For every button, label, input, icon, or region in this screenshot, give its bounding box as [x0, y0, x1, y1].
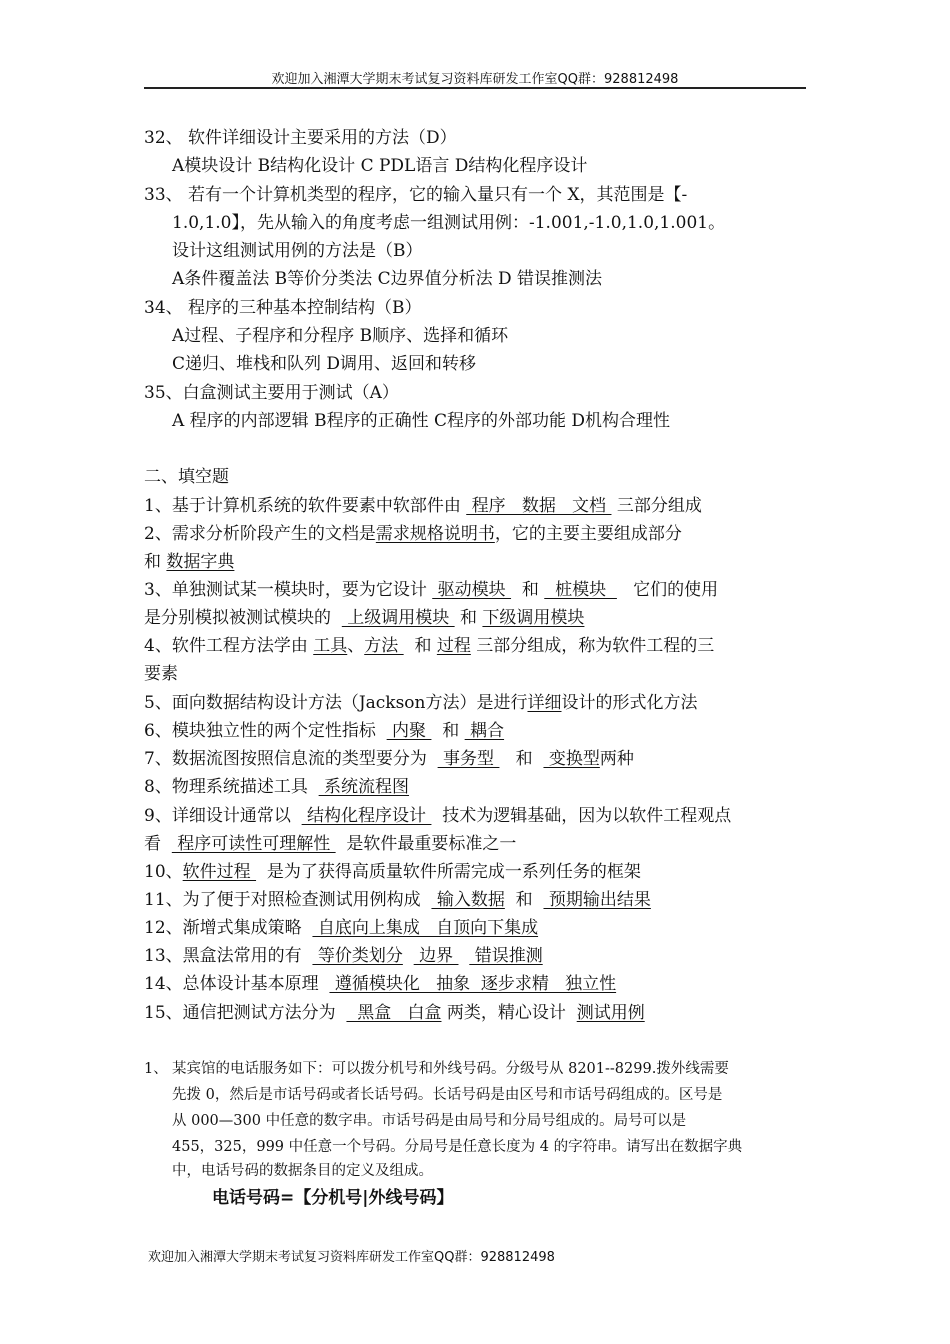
answer: 等价类划分	[312, 946, 403, 966]
fill-item-9-cont	[144, 833, 516, 855]
answer-formula: 电话号码=【分机号|外线号码】	[212, 1188, 454, 1208]
text: 它们的使用	[616, 580, 719, 600]
question-32: 32、 软件详细设计主要采用的方法（D）	[144, 128, 457, 148]
answer: 事务型	[437, 749, 500, 769]
answer: 桩模块	[544, 580, 617, 600]
fill-item-4-cont: 要素	[144, 664, 178, 684]
text: 1、基于计算机系统的软件要素中软部件由	[144, 496, 467, 516]
section-title-fill: 二、填空题	[144, 467, 229, 487]
fill-item-8	[144, 776, 409, 798]
text: 10、	[144, 862, 183, 882]
answer: 程序可读性可理解性	[171, 834, 336, 854]
fill-item-3	[144, 579, 718, 601]
answer: 输入数据	[431, 890, 505, 910]
fill-item-7	[144, 748, 634, 770]
text: 设计的形式化方法	[561, 693, 698, 713]
fill-item-14	[144, 973, 616, 995]
design-question-line5: 中，电话号码的数据条目的定义及组成。	[172, 1163, 433, 1179]
question-35: 35、白盒测试主要用于测试（A）	[144, 383, 399, 403]
answer: 程序 数据 文档	[466, 496, 612, 516]
fill-item-4	[144, 635, 714, 657]
question-35-options: A 程序的内部逻辑 B程序的正确性 C程序的外部功能 D机构合理性	[172, 411, 671, 431]
question-34-options-cd: C递归、堆栈和队列 D调用、返回和转移	[172, 354, 477, 374]
answer: 错误推测	[469, 946, 543, 966]
design-question-line4: 455，325，999 中任意一个号码。分局号是任意长度为 4 的字符串。请写出在数据字典	[172, 1139, 743, 1155]
answer: 预期输出结果	[543, 890, 651, 910]
text: 7、数据流图按照信息流的类型要分为	[144, 749, 438, 769]
text: ，它的主要主要组成部分	[494, 524, 682, 544]
text: 技术为逻辑基础，因为以软件工程观点	[431, 806, 732, 826]
fill-item-11	[144, 889, 651, 911]
answer: 测试用例	[576, 1003, 645, 1023]
text: 和	[431, 721, 465, 741]
design-question-number: 1、	[144, 1061, 168, 1077]
design-question-line1: 某宾馆的电话服务如下：可以拨分机号和外线号码。分级号从 8201--8299.拨外线需要	[172, 1061, 729, 1077]
fill-item-15	[144, 1002, 645, 1024]
text: 和	[144, 552, 167, 572]
fill-item-1	[144, 495, 702, 517]
answer: 详细	[527, 693, 562, 713]
text: 和	[499, 749, 544, 769]
text: 9、详细设计通常以	[144, 806, 302, 826]
text: 是为了获得高质量软件所需完成一系列任务的框架	[256, 862, 641, 882]
text: 是软件最重要标准之一	[335, 834, 517, 854]
fill-item-2	[144, 523, 682, 545]
text: 和	[511, 580, 545, 600]
page-footer: 欢迎加入湘潭大学期末考试复习资料库研发工作室QQ群：928812498	[148, 1250, 555, 1265]
design-question-line3: 从 000—300 中任意的数字串。市话号码是由局号和分局号组成的。局号可以是	[172, 1113, 687, 1129]
question-34: 34、 程序的三种基本控制结构（B）	[144, 298, 422, 318]
text: 看	[144, 834, 172, 854]
text: 两种	[599, 749, 634, 769]
text: 11、为了便于对照检查测试用例构成	[144, 890, 432, 910]
question-34-options-ab: A过程、子程序和分程序 B顺序、选择和循环	[172, 326, 509, 346]
text: 两类，精心设计	[441, 1003, 577, 1023]
text: 和	[403, 636, 437, 656]
question-33-options: A条件覆盖法 B等价分类法 C边界值分析法 D 错误推测法	[172, 269, 603, 289]
answer: 结构化程序设计	[301, 806, 432, 826]
answer: 变换型	[543, 749, 600, 769]
text: 5、面向数据结构设计方法（Jackson方法）是进行	[144, 693, 528, 713]
answer: 边界	[413, 946, 459, 966]
text: 6、模块独立性的两个定性指标	[144, 721, 387, 741]
text: 是分别模拟被测试模块的	[144, 608, 342, 628]
fill-item-5	[144, 692, 698, 714]
text: 和	[454, 608, 483, 628]
question-33-line1: 33、 若有一个计算机类型的程序，它的输入量只有一个 X，其范围是【-	[144, 185, 688, 205]
answer: 方法	[364, 636, 404, 656]
text: 13、黑盒法常用的有	[144, 946, 313, 966]
text: 2、需求分析阶段产生的文档是	[144, 524, 376, 544]
text: 12、渐增式集成策略	[144, 918, 313, 938]
text	[458, 946, 469, 966]
design-question-line2: 先拨 0，然后是市话号码或者长话号码。长话号码是由区号和市话号码组成的。区号是	[172, 1087, 723, 1103]
answer: 上级调用模块	[341, 608, 455, 628]
question-32-options: A模块设计 B结构化设计 C PDL语言 D结构化程序设计	[172, 156, 588, 176]
answer: 遵循模块化 抽象 逐步求精 独立性	[329, 974, 617, 994]
answer: 内聚	[386, 721, 432, 741]
answer: 自底向上集成 自顶向下集成	[312, 918, 539, 938]
fill-item-9	[144, 805, 731, 827]
answer: 过程	[436, 636, 471, 656]
page-header: 欢迎加入湘潭大学期末考试复习资料库研发工作室QQ群：928812498	[271, 72, 679, 87]
answer: 耦合	[464, 721, 505, 741]
question-33-line2: 1.0,1.0】，先从输入的角度考虑一组测试用例：-1.001,-1.0,1.0,1.001。	[172, 213, 726, 233]
question-33-line3: 设计这组测试用例的方法是（B）	[172, 241, 423, 261]
fill-item-12	[144, 917, 538, 939]
answer: 黑盒 白盒	[346, 1003, 442, 1023]
text	[403, 946, 414, 966]
answer: 下级调用模块	[482, 608, 585, 628]
answer: 系统流程图	[318, 777, 410, 797]
answer: 数据字典	[166, 552, 235, 572]
answer: 软件过程	[182, 862, 257, 882]
fill-item-6	[144, 720, 504, 742]
text: 三部分组成，称为软件工程的三	[470, 636, 715, 656]
text: 3、单独测试某一模块时，要为它设计	[144, 580, 433, 600]
answer: 驱动模块	[432, 580, 512, 600]
text: 三部分组成	[611, 496, 702, 516]
text: 14、总体设计基本原理	[144, 974, 330, 994]
header-rule	[144, 87, 806, 89]
answer: 需求规格说明书	[375, 524, 495, 544]
fill-item-13	[144, 945, 543, 967]
text: 15、通信把测试方法分为	[144, 1003, 347, 1023]
text: 和	[504, 890, 544, 910]
answer: 工具	[313, 636, 348, 656]
fill-item-2-cont	[144, 551, 234, 573]
fill-item-3-cont	[144, 607, 584, 629]
text: 4、软件工程方法学由	[144, 636, 314, 656]
text: 8、物理系统描述工具	[144, 777, 319, 797]
fill-item-10	[144, 861, 641, 883]
text: 、	[347, 636, 365, 656]
